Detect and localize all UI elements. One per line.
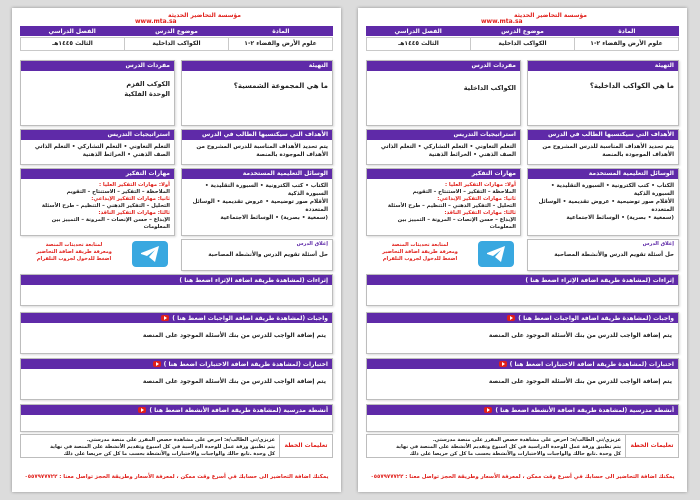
institution-name: مؤسسة التحاضير الحديثة <box>513 12 587 19</box>
activities-section <box>20 404 333 432</box>
info-table-head <box>20 26 333 36</box>
site-url[interactable]: www.mta.sa <box>481 18 523 25</box>
homework-header[interactable] <box>367 313 678 323</box>
goals-text: يتم تحديد الأهداف المناسبة للدرس المشروح من الأهداف الموجودة بالمنصة <box>196 144 328 158</box>
column-term: الفصل الدراسي <box>394 27 442 35</box>
activities-section <box>366 404 679 432</box>
strategies-line: التعلم التعاوني • التعلم التشاركي • التعلم الذاتي <box>380 144 516 150</box>
subject-value: علوم الأرض والفضاء ٢-١ <box>228 38 332 50</box>
telegram-icon[interactable] <box>132 241 168 267</box>
plan-notes <box>20 434 333 458</box>
strategies-line: التعلم التعاوني • التعلم التشاركي • التعلم الذاتي <box>34 144 170 150</box>
intro-box <box>527 60 679 126</box>
page-header <box>20 12 333 24</box>
goals-title: الأهداف التي سيكتسبها الطالب في الدرس <box>182 130 332 140</box>
thinking-level: ثانيا: مهارات التفكير الإبداعي: <box>437 196 516 202</box>
promo-line: ومعرفة طريقة اضافة التحاضير <box>36 249 112 255</box>
intro-box <box>181 60 333 126</box>
strategies-line: الصف الذهني • الخرائط الذهنية <box>82 152 170 158</box>
activities-title[interactable]: أنشطة مدرسية (لمشاهدة طريقة اضافة الأنشطة اضغط هنا ) <box>495 406 674 414</box>
notes-line: يتم تطبيق ورقة عمل للوحدة الدراسية في كل اسبوع وتقديم الأنشطة على المنصة في نهاية <box>50 444 275 450</box>
homework-text: يتم إضافة الواجب للدرس من بنك الأسئلة الموجود على المنصة <box>142 332 326 339</box>
homework-section <box>20 312 333 354</box>
enrichment-section <box>20 274 333 306</box>
homework-section <box>366 312 679 354</box>
thinking-level: ثانيا: مهارات التفكير الإبداعي: <box>91 196 170 202</box>
enrichment-title[interactable]: إثراءات (لمشاهدة طريقة اضافة الإثراء اضغط هنا ) <box>525 276 674 284</box>
thinking-level: أولا: مهارات التفكير العليا : <box>98 182 170 188</box>
thinking-box <box>20 168 175 236</box>
enrichment-header[interactable] <box>21 275 332 285</box>
tools-line: الكتاب • كتب الكترونية • السبورة التقليدية • السبورة الذكية <box>204 183 328 197</box>
tests-section <box>366 358 679 400</box>
promo-line: اضغط للدخول لجروب التلقرام <box>382 256 458 262</box>
tools-line: الأقلام صور توضيحية • عروض تقديمية • الوسائل المتعددة <box>538 199 674 213</box>
homework-title[interactable]: واجبات (لمشاهدة طريقة اضافة الواجبات اضغط هنا ) <box>172 314 328 322</box>
strategies-title: استراتيجيات التدريس <box>21 130 174 140</box>
tests-text: يتم إضافة الواجب للدرس من بنك الأسئلة الموجود على المنصة <box>488 378 672 385</box>
info-table-head <box>366 26 679 36</box>
goals-box <box>181 129 333 165</box>
intro-question: ما هي المجموعة الشمسية؟ <box>233 82 328 90</box>
enrichment-section <box>366 274 679 306</box>
tools-title: الوسائل التعليمية المستخدمة <box>182 169 332 179</box>
video-icon[interactable] <box>153 361 161 367</box>
thinking-skills: الملاحظة – التفكير – الاستنتاج – التقويم <box>66 189 170 195</box>
tools-box <box>527 168 679 236</box>
activities-title[interactable]: أنشطة مدرسية (لمشاهدة طريقة اضافة الأنشطة اضغط هنا ) <box>149 406 328 414</box>
thinking-level: ثالثا: مهارات التفكير الناقد: <box>98 210 170 216</box>
closing-text: حل أسئلة تقويم الدرس والأنشطة المصاحبة <box>208 252 328 258</box>
tests-title[interactable]: اختبارات (لمشاهدة طريقة اضافة الاختبارات اضغط هنا ) <box>509 360 674 368</box>
subject-value: علوم الأرض والفضاء ٢-١ <box>574 38 678 50</box>
video-icon[interactable] <box>499 361 507 367</box>
term-value: الثالث ١٤٤٥هـ <box>398 40 439 47</box>
notes-title: تعليمات الخطة <box>279 435 332 457</box>
thinking-skills: التحليل – التفكير الذهني – التنظيم – طرح الأسئلة <box>41 203 170 209</box>
column-subject: المادة <box>618 27 636 35</box>
vocab-item: الوحدة الفلكية <box>124 90 170 98</box>
video-icon[interactable] <box>161 315 169 321</box>
column-topic: موضوع الدرس <box>501 27 544 35</box>
enrichment-header[interactable] <box>367 275 678 285</box>
vocab-box <box>366 60 521 126</box>
tests-title[interactable]: اختبارات (لمشاهدة طريقة اضافة الاختبارات اضغط هنا ) <box>163 360 328 368</box>
tools-line: (سمعية • بصرية) • الوسائط الاجتماعية <box>220 215 328 221</box>
thinking-title: مهارات التفكير <box>367 169 520 179</box>
goals-box <box>527 129 679 165</box>
notes-line: يتم تطبيق ورقة عمل للوحدة الدراسية في كل اسبوع وتقديم الأنشطة على المنصة في نهاية <box>396 444 621 450</box>
thinking-skills: التحليل – التفكير الذهني – التنظيم – طرح الأسئلة <box>387 203 516 209</box>
vocab-title: مفردات الدرس <box>21 61 174 71</box>
tools-line: الأقلام صور توضيحية • عروض تقديمية • الوسائل المتعددة <box>192 199 328 213</box>
column-subject: المادة <box>272 27 290 35</box>
column-topic: موضوع الدرس <box>155 27 198 35</box>
plan-page-2 <box>358 8 687 492</box>
info-table-row <box>366 37 679 51</box>
site-url[interactable]: www.mta.sa <box>135 18 177 25</box>
vocab-item: الكوكب القزم <box>126 80 170 88</box>
info-table-row <box>20 37 333 51</box>
video-icon[interactable] <box>138 407 146 413</box>
page-header <box>366 12 679 24</box>
thinking-skills: الإبداع – حسن الإنصات – المرونة – التمييز بين المعلومات <box>397 217 516 230</box>
tests-section <box>20 358 333 400</box>
closing-title: إغلاق الدرس <box>528 240 678 248</box>
vocab-box <box>20 60 175 126</box>
thinking-level: أولا: مهارات التفكير العليا : <box>444 182 516 188</box>
closing-box <box>181 239 333 271</box>
activities-header[interactable] <box>367 405 678 415</box>
tools-line: (سمعية • بصرية) • الوسائط الاجتماعية <box>566 215 674 221</box>
column-term: الفصل الدراسي <box>48 27 96 35</box>
notes-title: تعليمات الخطة <box>625 435 678 457</box>
video-icon[interactable] <box>484 407 492 413</box>
thinking-level: ثالثا: مهارات التفكير الناقد: <box>444 210 516 216</box>
intro-title: التهيئة <box>528 61 678 71</box>
plan-notes <box>366 434 679 458</box>
strategies-box <box>20 129 175 165</box>
promo-line: ومعرفة طريقة اضافة التحاضير <box>382 249 458 255</box>
term-value: الثالث ١٤٤٥هـ <box>52 40 93 47</box>
vocab-title: مفردات الدرس <box>367 61 520 71</box>
topic-value: الكواكب الداخلية <box>124 38 228 50</box>
activities-header[interactable] <box>21 405 332 415</box>
intro-question: ما هي الكواكب الداخلية؟ <box>589 82 674 90</box>
notes-line: كل وحدة .تابع حالك والواجبات والاختبارات والأنشطة بحسب ما كل كن حريصا على ذلك <box>63 451 275 457</box>
intro-title: التهيئة <box>182 61 332 71</box>
thinking-skills: الإبداع – حسن الإنصات – المرونة – التمييز بين المعلومات <box>51 217 170 230</box>
promo-line: لمتابعة تحديثات المنصة <box>391 242 449 248</box>
tests-text: يتم إضافة الواجب للدرس من بنك الأسئلة الموجود على المنصة <box>142 378 326 385</box>
tests-header[interactable] <box>21 359 332 369</box>
plan-page-1 <box>12 8 341 492</box>
thinking-title: مهارات التفكير <box>21 169 174 179</box>
notes-line: عزيزي/تي الطالب/ة: احرص على مشاهدة حصص المقرر على منصة مدرستي. <box>432 437 621 443</box>
strategies-line: الصف الذهني • الخرائط الذهنية <box>428 152 516 158</box>
thinking-skills: الملاحظة – التفكير – الاستنتاج – التقويم <box>412 189 516 195</box>
telegram-promo[interactable] <box>368 242 472 263</box>
telegram-promo[interactable] <box>22 242 126 263</box>
tools-box <box>181 168 333 236</box>
homework-text: يتم إضافة الواجب للدرس من بنك الأسئلة الموجود على المنصة <box>488 332 672 339</box>
enrichment-title[interactable]: إثراءات (لمشاهدة طريقة اضافة الإثراء اضغط هنا ) <box>179 276 328 284</box>
promo-line: لمتابعة تحديثات المنصة <box>45 242 103 248</box>
closing-text: حل أسئلة تقويم الدرس والأنشطة المصاحبة <box>554 252 674 258</box>
homework-header[interactable] <box>21 313 332 323</box>
closing-title: إغلاق الدرس <box>182 240 332 248</box>
telegram-icon[interactable] <box>478 241 514 267</box>
homework-title[interactable]: واجبات (لمشاهدة طريقة اضافة الواجبات اضغط هنا ) <box>518 314 674 322</box>
vocab-item: الكواكب الداخلية <box>463 84 516 92</box>
thinking-box <box>366 168 521 236</box>
footer-contact[interactable]: يمكنك اضافة التحاضير الى حسابك في أسرع وقت ممكن ، لمعرفة الأسعار وطريقة الحجز تواصل معنا : ٠٥٥٧٩٧٧٧٢٢ <box>370 474 675 480</box>
tools-line: الكتاب • كتب الكترونية • السبورة التقليدية • السبورة الذكية <box>550 183 674 197</box>
strategies-box <box>366 129 521 165</box>
video-icon[interactable] <box>507 315 515 321</box>
footer-contact[interactable]: يمكنك اضافة التحاضير الى حسابك في أسرع وقت ممكن ، لمعرفة الأسعار وطريقة الحجز تواصل معنا : ٠٥٥٧٩٧٧٧٢٢ <box>24 474 329 480</box>
notes-line: عزيزي/تي الطالب/ة: احرص على مشاهدة حصص المقرر على منصة مدرستي. <box>86 437 275 443</box>
tests-header[interactable] <box>367 359 678 369</box>
institution-name: مؤسسة التحاضير الحديثة <box>167 12 241 19</box>
tools-title: الوسائل التعليمية المستخدمة <box>528 169 678 179</box>
closing-box <box>527 239 679 271</box>
goals-title: الأهداف التي سيكتسبها الطالب في الدرس <box>528 130 678 140</box>
notes-line: كل وحدة .تابع حالك والواجبات والاختبارات والأنشطة بحسب ما كل كن حريصا على ذلك <box>409 451 621 457</box>
promo-line: اضغط للدخول لجروب التلقرام <box>36 256 112 262</box>
goals-text: يتم تحديد الأهداف المناسبة للدرس المشروح من الأهداف الموجودة بالمنصة <box>542 144 674 158</box>
topic-value: الكواكب الداخلية <box>470 38 574 50</box>
strategies-title: استراتيجيات التدريس <box>367 130 520 140</box>
